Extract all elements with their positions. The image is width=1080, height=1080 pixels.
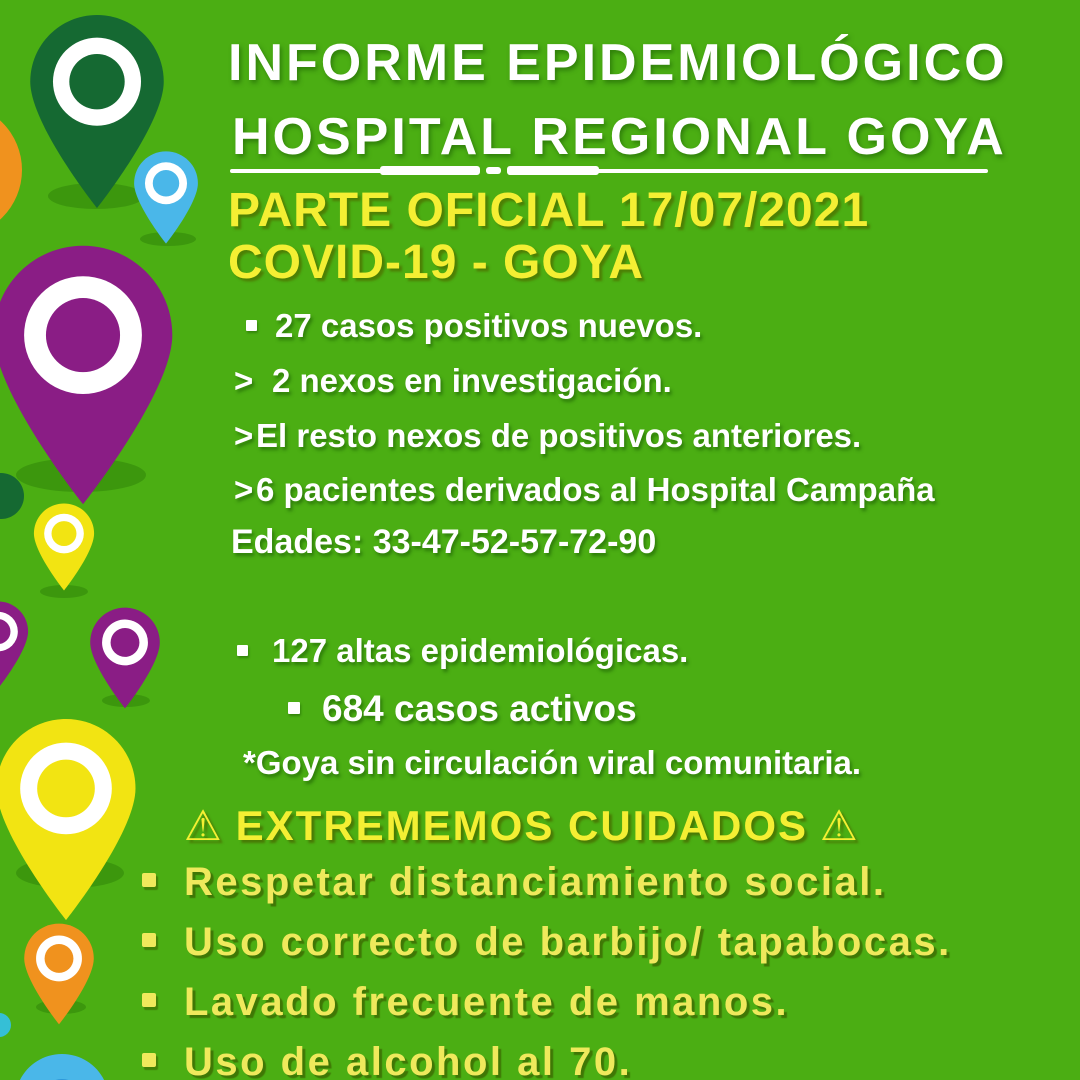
square-bullet-icon — [246, 320, 257, 331]
care-item-alcohol — [142, 1040, 632, 1080]
care-item-text: Lavado frecuente de manos. — [184, 980, 790, 1024]
square-bullet-icon — [142, 1053, 156, 1067]
square-bullet-icon — [237, 645, 248, 656]
care-item-barbijo — [142, 920, 952, 965]
care-heading — [172, 802, 872, 849]
stat-text: 127 altas epidemiológicas. — [272, 632, 689, 669]
official-report-line2: COVID-19 - GOYA — [228, 236, 644, 289]
square-bullet-icon — [142, 873, 156, 887]
page-title-line2: HOSPITAL REGIONAL GOYA — [232, 108, 1007, 166]
map-pin-purple-icon — [0, 600, 30, 690]
care-item-lavado — [142, 980, 789, 1025]
warning-icon: ⚠ — [184, 802, 224, 849]
care-item-text: Uso correcto de barbijo/ tapabocas. — [184, 920, 952, 964]
map-pin-purple-icon — [88, 606, 162, 710]
square-bullet-icon — [142, 993, 156, 1007]
circulation-note: *Goya sin circulación viral comunitaria. — [243, 744, 862, 781]
map-pin-blue-icon — [132, 150, 200, 245]
stat-item-nexos — [234, 363, 672, 400]
map-pin-yellow-icon — [0, 716, 140, 923]
stat-text: 684 casos activos — [322, 688, 637, 729]
care-item-text: Respetar distanciamiento social. — [184, 860, 887, 904]
square-bullet-icon — [142, 933, 156, 947]
care-heading-text: EXTREMEMOS CUIDADOS — [235, 802, 809, 849]
page-title-line1: INFORME EPIDEMIOLÓGICO — [228, 34, 1008, 92]
stat-item-altas — [237, 633, 688, 670]
teal-circle-decoration — [0, 1013, 11, 1037]
map-pin-orange-icon — [22, 922, 96, 1026]
map-pin-purple-icon — [0, 242, 178, 508]
stat-text: 6 pacientes derivados al Hospital Campaña — [256, 471, 935, 508]
care-item-distanciamiento — [142, 860, 886, 905]
map-pin-blue-icon — [12, 1052, 112, 1080]
stat-item-new-cases — [246, 308, 702, 345]
official-report-line1: PARTE OFICIAL 17/07/2021 — [228, 184, 870, 237]
title-divider — [230, 165, 988, 177]
arrow-bullet: > — [234, 417, 254, 454]
arrow-bullet: > — [234, 362, 254, 399]
map-pin-yellow-icon — [32, 502, 96, 592]
stat-text: 27 casos positivos nuevos. — [275, 307, 703, 344]
stat-text: 2 nexos en investigación. — [272, 362, 672, 399]
warning-icon: ⚠ — [820, 802, 860, 849]
ages-line: Edades: 33-47-52-57-72-90 — [231, 523, 657, 561]
stat-item-resto-nexos — [234, 418, 861, 455]
care-item-text: Uso de alcohol al 70. — [184, 1040, 633, 1080]
arrow-bullet: > — [234, 471, 254, 508]
stat-text: El resto nexos de positivos anteriores. — [256, 417, 862, 454]
orange-circle-decoration — [0, 103, 22, 237]
stat-item-activos — [288, 688, 637, 729]
square-bullet-icon — [288, 702, 300, 714]
stat-item-derivados — [234, 472, 935, 509]
